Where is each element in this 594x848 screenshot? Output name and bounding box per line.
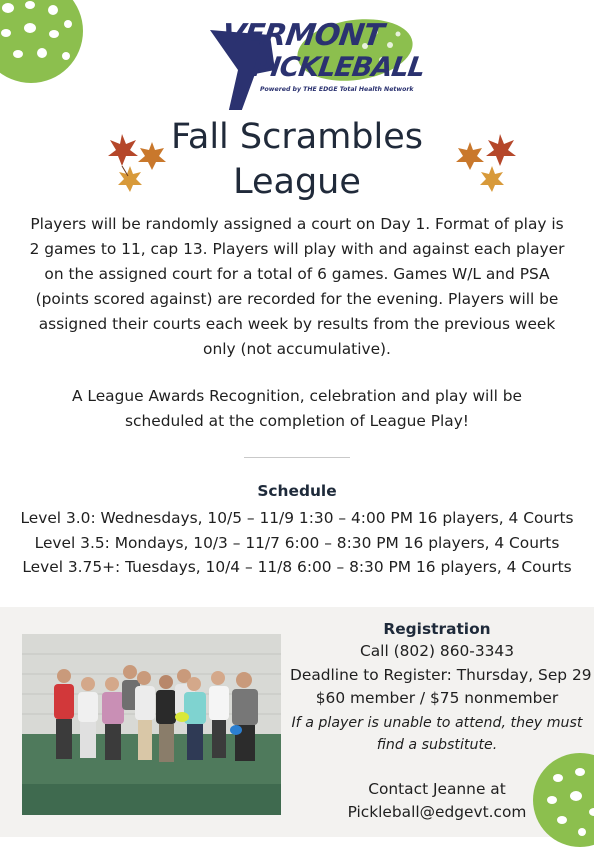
divider [244,457,350,458]
pickleball-icon [532,752,594,848]
schedule-item: Level 3.75+: Tuesdays, 10/4 – 11/8 6:00 – 8:30 PM 16 players, 4 Courts [22,558,572,576]
schedule-list [0,506,594,580]
substitute-note: If a player is unable to attend, they must find a substitute. [291,714,583,753]
vermont-pickleball-logo [200,10,427,110]
page-title-line-1: Fall Scrambles [170,117,424,157]
awards-note: A League Awards Recognition, celebration and play will be scheduled at the completion of League Play! [71,387,523,430]
schedule-heading: Schedule [257,482,337,500]
logo-word-vermont: VERMONT [219,18,386,53]
registration-phone[interactable]: Call (802) 860-3343 [360,642,514,660]
registration-deadline: Deadline to Register: Thursday, Sep 29 [290,665,592,684]
pickleball-icon [0,0,84,84]
league-description: Players will be randomly assigned a court on Day 1. Format of play is 2 games to 11, cap 13. Players will play with and against each player on the assigned court for a total of 6 games. Games W/L and PSA (points scored against) are recorded for the evening. Players will be assigned their courts each week by results from the previous week only (not accumulative). [29,215,565,358]
registration-price: $60 member / $75 nonmember [315,689,559,707]
registration-heading: Registration [383,620,491,638]
group-photo [22,634,281,815]
schedule-item: Level 3.0: Wednesdays, 10/5 – 11/9 1:30 – 4:00 PM 16 players, 4 Courts [20,509,574,527]
contact-label: Contact Jeanne at [368,779,506,798]
schedule-item: Level 3.5: Mondays, 10/3 – 11/7 6:00 – 8:30 PM 16 players, 4 Courts [34,533,560,552]
contact-email-link[interactable]: Pickleball@edgevt.com [347,803,527,821]
page-title-line-2: League [233,162,361,202]
logo-tagline: Powered by THE EDGE Total Health Network [260,86,414,93]
logo-word-pickleball: PICKLEBALL [249,52,427,83]
